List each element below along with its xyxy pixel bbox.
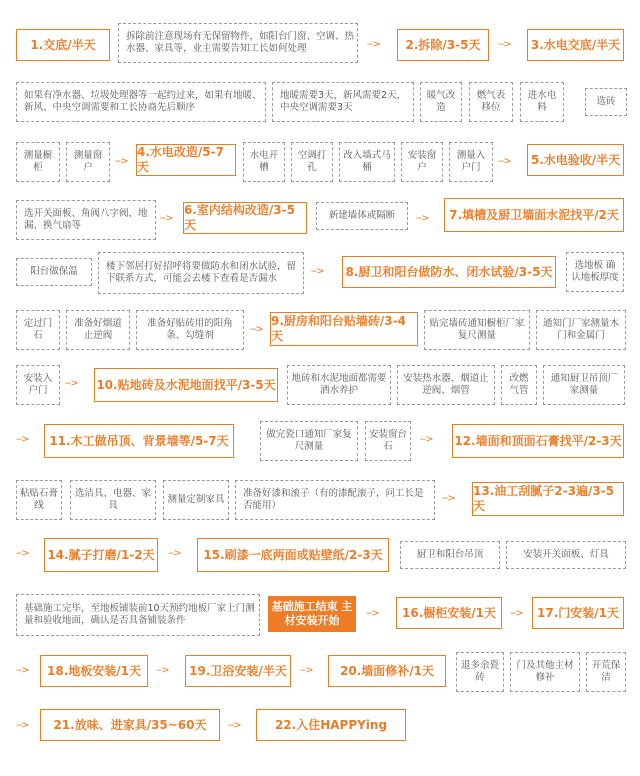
arrow: --> [311, 266, 324, 277]
note-choose-sanitary: 选洁具、电器、家具 [70, 480, 156, 520]
arrow: --> [250, 324, 263, 335]
note-install-entry-door: 安装入户门 [16, 365, 60, 405]
arrow: --> [510, 608, 523, 619]
note-paint-rollers: 准备好漆和滚子（有的漆配滚子，问工长是否能用） [235, 480, 435, 520]
arrow: --> [420, 434, 433, 445]
note-tile-trims: 准备好贴砖用的阳角条、勾缝剂 [136, 310, 244, 350]
note-porcelain-edge: 做完瓷口通知厂家复尺测量 [260, 421, 358, 461]
step-10: 10.贴地砖及水泥地面找平/3-5天 [94, 368, 278, 402]
note-wall-toilet: 改入墙式马桶 [339, 142, 395, 182]
arrow: --> [228, 720, 241, 731]
step-8: 8.厨卫和阳台做防水、闭水试验/3-5天 [342, 256, 556, 288]
note-door-measure: 通知门厂家测量木门和金属门 [536, 310, 626, 350]
note-measure-entry-door: 测量入户门 [449, 142, 493, 182]
step-13: 13.油工刮腻子2-3遍/3-5天 [472, 482, 624, 516]
note-install-windows: 安装窗户 [401, 142, 443, 182]
note-choose-fixtures: 选开关面板、角阀八字阀、地漏、换气扇等 [16, 200, 156, 240]
note-windowsill: 安装窗台石 [365, 421, 411, 461]
note-choose-flooring: 选地板 确认地板厚度 [566, 252, 624, 292]
arrow: --> [115, 156, 128, 167]
note-inform-neighbors: 楼下邻居打好招呼将要做防水和闭水试验，留下联系方式，可能会去楼下查看是否漏水 [98, 252, 304, 294]
note-gas-meter: 燃气表移位 [469, 82, 513, 122]
arrow: --> [160, 213, 173, 224]
arrow: --> [168, 548, 181, 559]
step-5: 5.水电验收/半天 [527, 144, 624, 176]
note-switches-lights: 安装开关面板、灯具 [506, 541, 626, 569]
note-kitchen-ceiling: 厨卫和阳台吊顶 [400, 541, 500, 569]
note-water-heater: 安装热水器、烟道止逆阀、烟管 [397, 365, 495, 405]
step-19: 19.卫浴安装/半天 [185, 655, 291, 687]
note-electrical-materials: 进水电料 [520, 82, 564, 122]
note-return-tiles: 退多余瓷砖 [456, 652, 504, 692]
note-flooring-appointment: 基础施工完毕，至地板铺装前10天预约地板厂家上门测量和验收地面，确认是否具备铺装条件 [16, 594, 260, 636]
arrow: --> [498, 156, 511, 167]
step-20: 20.墙面修补/1天 [328, 655, 446, 687]
note-ac-holes: 空调打孔 [291, 142, 333, 182]
note-threshold-stone: 定过门石 [16, 310, 60, 350]
note-choose-tiles: 选砖 [585, 88, 627, 116]
step-16: 16.橱柜安装/1天 [396, 597, 502, 629]
step-3: 3.水电交底/半天 [527, 29, 624, 61]
arrow: --> [16, 434, 29, 445]
step-6: 6.室内结构改造/3-5天 [183, 202, 307, 234]
step-17: 17.门安装/1天 [532, 597, 624, 629]
arrow: --> [16, 665, 29, 676]
note-keep-items: 拆除前注意现场有无保留物件，如阳台门窗、空调、热水器、家具等，业主需要告知工长如何处理 [118, 23, 358, 63]
arrow: --> [16, 720, 29, 731]
note-balcony-insulation: 阳台做保温 [16, 258, 92, 286]
note-custom-furniture: 测量定制家具 [163, 480, 229, 520]
step-7: 7.填槽及厨卫墙面水泥找平/2天 [444, 198, 624, 232]
arrow: --> [367, 39, 380, 50]
step-11: 11.木工做吊顶、背景墙等/5-7天 [44, 424, 234, 458]
note-curing: 地砖和水泥地面都需要洒水养护 [287, 365, 391, 405]
note-new-walls: 新建墙体或隔断 [316, 202, 408, 230]
step-15: 15.刷漆一底两面或贴壁纸/2-3天 [197, 538, 389, 572]
note-measure-cabinets: 测量橱柜 [16, 142, 60, 182]
arrow: --> [65, 378, 78, 389]
step-2: 2.拆除/3-5天 [397, 29, 489, 61]
note-measure-windows: 测量窗户 [66, 142, 110, 182]
step-14: 14.腻子打磨/1-2天 [44, 538, 158, 572]
step-21: 21.放味、进家具/35~60天 [40, 709, 220, 741]
arrow: --> [366, 608, 379, 619]
note-heating: 暖气改造 [420, 82, 462, 122]
note-door-repair: 门及其他主材修补 [510, 652, 580, 692]
note-appliances-coordination: 如果有净水器、垃圾处理器等一起约过来，如果有地暖、新风、中央空调需要和工长协商先后顺序 [16, 82, 266, 122]
note-cleaning: 开荒保洁 [586, 652, 626, 692]
note-cabinet-remeasure: 贴完墙砖通知橱柜厂家复尺测量 [424, 310, 530, 350]
note-wall-grooving: 水电开槽 [243, 142, 285, 182]
milestone-main-materials: 基础施工结束 主材安装开始 [268, 596, 356, 632]
step-1: 1.交底/半天 [16, 29, 110, 61]
note-hvac-duration: 地暖需要3天，新风需要2天，中央空调需要3天 [272, 82, 414, 122]
step-4: 4.水电改造/5-7天 [136, 144, 236, 176]
note-ceiling-measure: 通知厨卫吊顶厂家测量 [543, 365, 625, 405]
arrow: --> [156, 665, 169, 676]
arrow: --> [16, 548, 29, 559]
note-gas-pipe: 改燃气管 [501, 365, 537, 405]
note-flue-valve: 准备好烟道止逆阀 [66, 310, 130, 350]
arrow: --> [416, 213, 429, 224]
note-plaster-molding: 粘贴石膏线 [16, 480, 62, 520]
arrow: --> [442, 493, 455, 504]
step-12: 12.墙面和顶面石膏找平/2-3天 [452, 424, 624, 458]
arrow: --> [300, 665, 313, 676]
arrow: --> [498, 39, 511, 50]
step-9: 9.厨房和阳台贴墙砖/3-4天 [270, 312, 418, 346]
step-22: 22.入住HAPPYing [256, 709, 406, 741]
step-18: 18.地板安装/1天 [40, 655, 148, 687]
